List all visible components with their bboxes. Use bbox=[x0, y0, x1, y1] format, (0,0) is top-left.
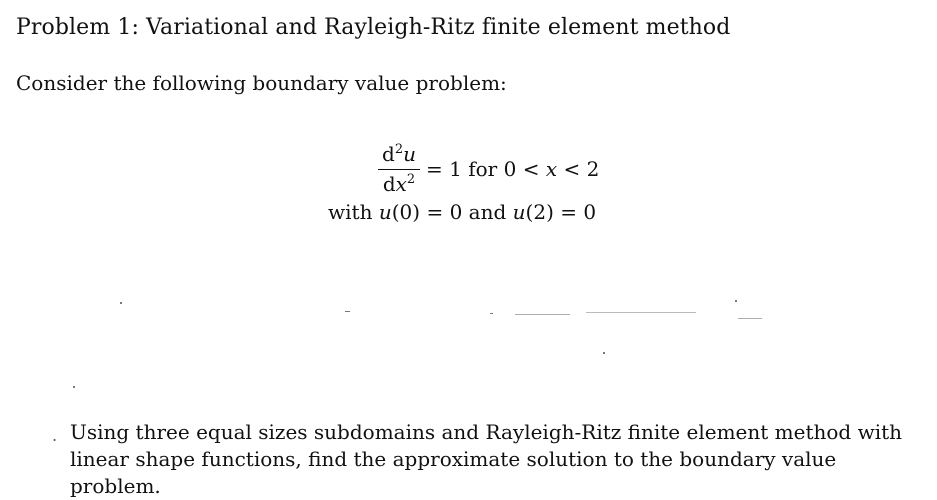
scan-speck bbox=[738, 318, 762, 319]
fraction-numerator: $d^2u$ bbox=[382, 142, 416, 166]
task-marker: . bbox=[52, 426, 58, 445]
fraction-bar bbox=[378, 169, 420, 170]
scan-speck bbox=[603, 352, 605, 354]
intro-text: Consider the following boundary value problem: bbox=[16, 71, 507, 95]
boundary-conditions: with u(0) = 0 and u(2) = 0 bbox=[328, 200, 597, 224]
task-text: Using three equal sizes subdomains and Rayleigh-Ritz finite element method with linear shape functions, find the approximate solution to the boundary value problem. bbox=[70, 420, 903, 498]
scan-speck bbox=[73, 386, 75, 388]
fraction-denominator: $dx^2$ bbox=[382, 172, 416, 196]
scan-speck bbox=[515, 314, 570, 315]
scan-speck bbox=[490, 313, 493, 314]
scan-speck bbox=[735, 300, 737, 302]
scan-speck bbox=[345, 311, 350, 312]
scan-speck bbox=[586, 312, 696, 313]
scan-speck bbox=[120, 302, 122, 304]
problem-heading: Problem 1: Variational and Rayleigh-Ritz finite element method bbox=[16, 15, 731, 40]
equation-rhs: = 1 for 0 < x < 2 bbox=[426, 157, 600, 181]
derivative-fraction bbox=[378, 140, 420, 196]
